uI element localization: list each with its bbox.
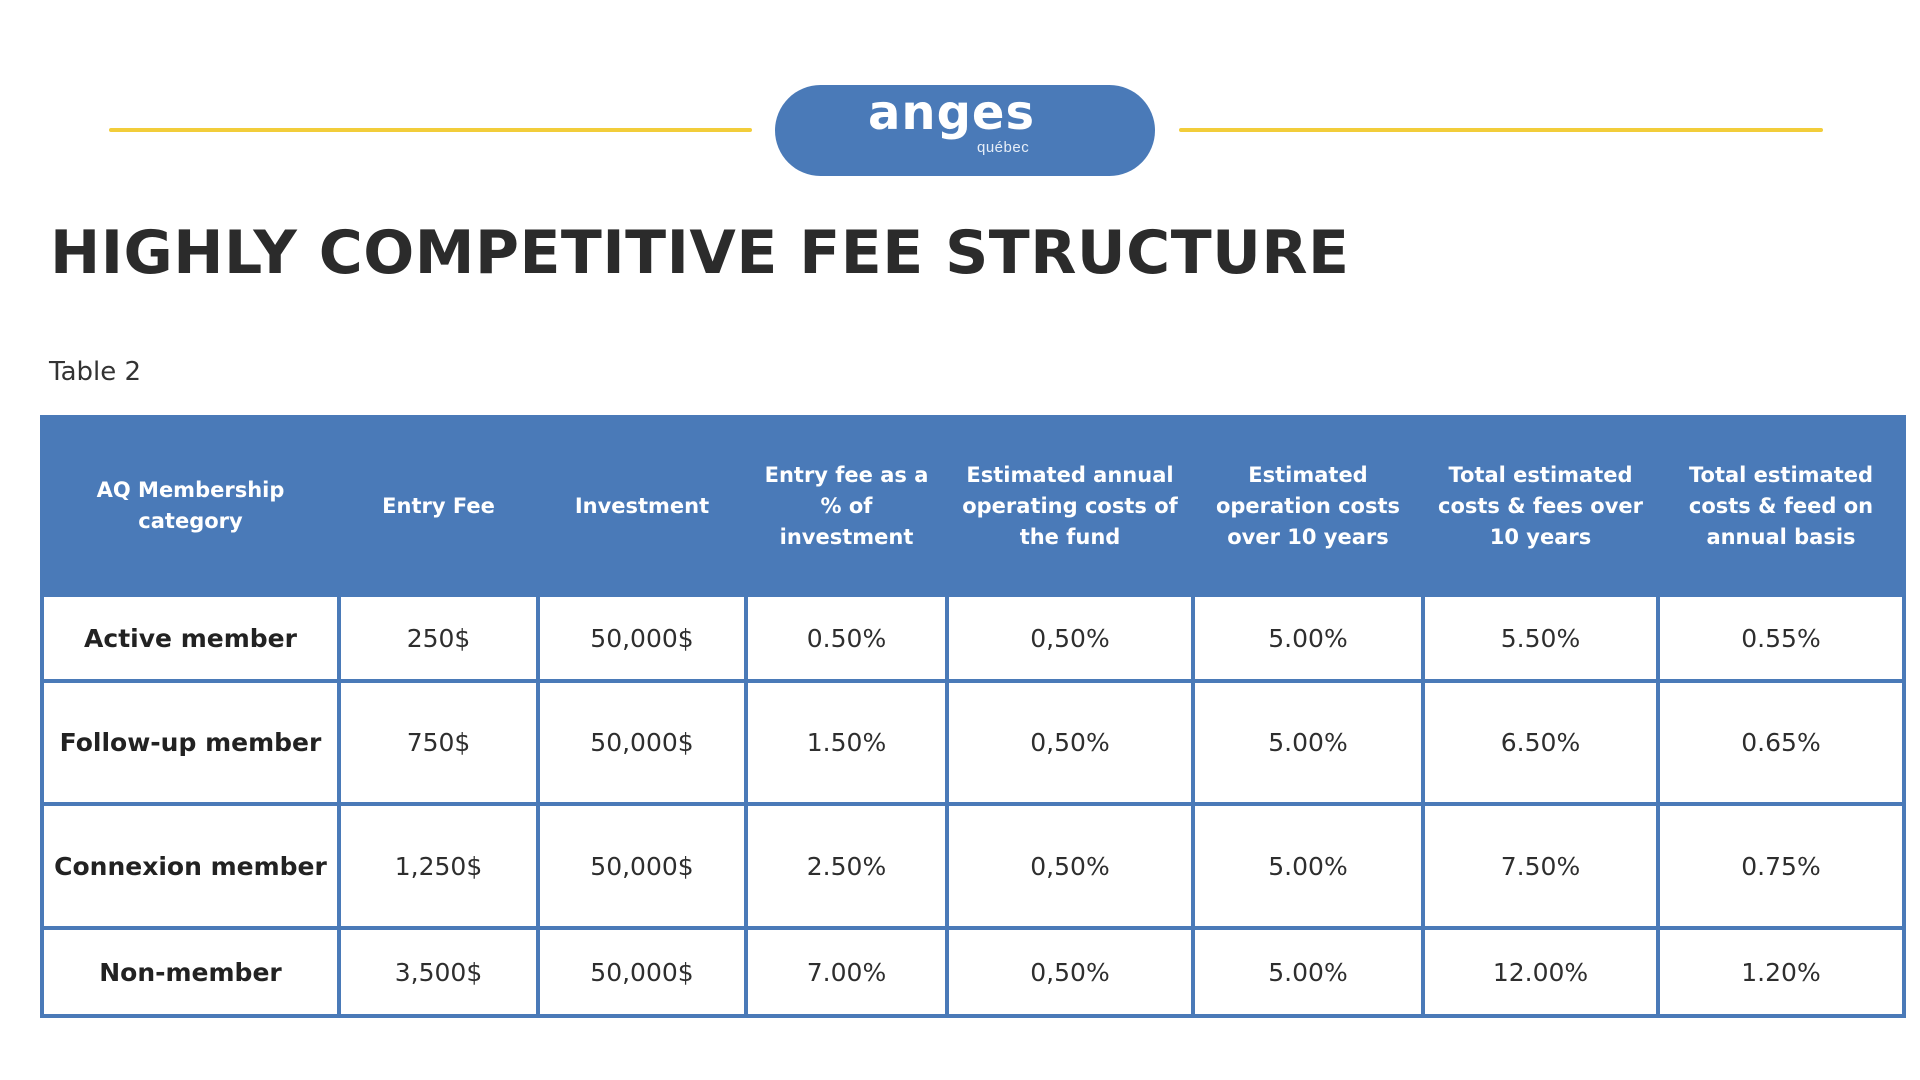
column-header-entry-fee: Entry Fee	[339, 417, 538, 595]
column-header-operation-costs-10-years: Estimated operation costs over 10 years	[1193, 417, 1423, 595]
table-cell: 12.00%	[1423, 928, 1658, 1016]
column-header-investment: Investment	[538, 417, 746, 595]
table-cell: 0,50%	[947, 928, 1193, 1016]
column-header-total-costs-annual: Total estimated costs & feed on annual basis	[1658, 417, 1904, 595]
table-cell: 0,50%	[947, 595, 1193, 681]
logo-subtext: québec	[977, 139, 1030, 156]
table-cell: 0,50%	[947, 681, 1193, 804]
table-row	[42, 681, 1904, 804]
table-cell: 5.50%	[1423, 595, 1658, 681]
row-label: Non-member	[42, 928, 339, 1016]
table-cell: 6.50%	[1423, 681, 1658, 804]
column-header-annual-operating-costs: Estimated annual operating costs of the fund	[947, 417, 1193, 595]
table-cell: 3,500$	[339, 928, 538, 1016]
table-cell: 0.50%	[746, 595, 947, 681]
table-cell: 50,000$	[538, 928, 746, 1016]
column-header-category: AQ Membership category	[42, 417, 339, 595]
table-row	[42, 804, 1904, 928]
header-rule-left	[109, 128, 752, 132]
table-cell: 1.50%	[746, 681, 947, 804]
table-caption: Table 2	[49, 357, 142, 387]
table-row	[42, 928, 1904, 1016]
table-cell: 5.00%	[1193, 928, 1423, 1016]
table-cell: 250$	[339, 595, 538, 681]
table-cell: 50,000$	[538, 681, 746, 804]
row-label: Follow-up member	[42, 681, 339, 804]
table-row	[42, 595, 1904, 681]
table-cell: 50,000$	[538, 804, 746, 928]
table-cell: 50,000$	[538, 595, 746, 681]
table-header-row	[42, 417, 1904, 595]
page-title: HIGHLY COMPETITIVE FEE STRUCTURE	[50, 218, 1350, 288]
table-cell: 5.00%	[1193, 804, 1423, 928]
fee-structure-table	[40, 415, 1906, 1018]
table-cell: 2.50%	[746, 804, 947, 928]
table-cell: 750$	[339, 681, 538, 804]
table-cell: 5.00%	[1193, 681, 1423, 804]
table-cell: 0.75%	[1658, 804, 1904, 928]
header-rule-right	[1179, 128, 1823, 132]
table-cell: 0,50%	[947, 804, 1193, 928]
table-cell: 7.50%	[1423, 804, 1658, 928]
column-header-total-costs-10-years: Total estimated costs & fees over 10 years	[1423, 417, 1658, 595]
column-header-entry-fee-percent: Entry fee as a % of investment	[746, 417, 947, 595]
table-cell: 0.55%	[1658, 595, 1904, 681]
table-cell: 5.00%	[1193, 595, 1423, 681]
row-label: Connexion member	[42, 804, 339, 928]
logo-wordmark: anges	[868, 85, 1036, 141]
row-label: Active member	[42, 595, 339, 681]
table-cell: 1,250$	[339, 804, 538, 928]
table-cell: 7.00%	[746, 928, 947, 1016]
table-cell: 1.20%	[1658, 928, 1904, 1016]
table-cell: 0.65%	[1658, 681, 1904, 804]
anges-quebec-logo	[775, 85, 1155, 176]
